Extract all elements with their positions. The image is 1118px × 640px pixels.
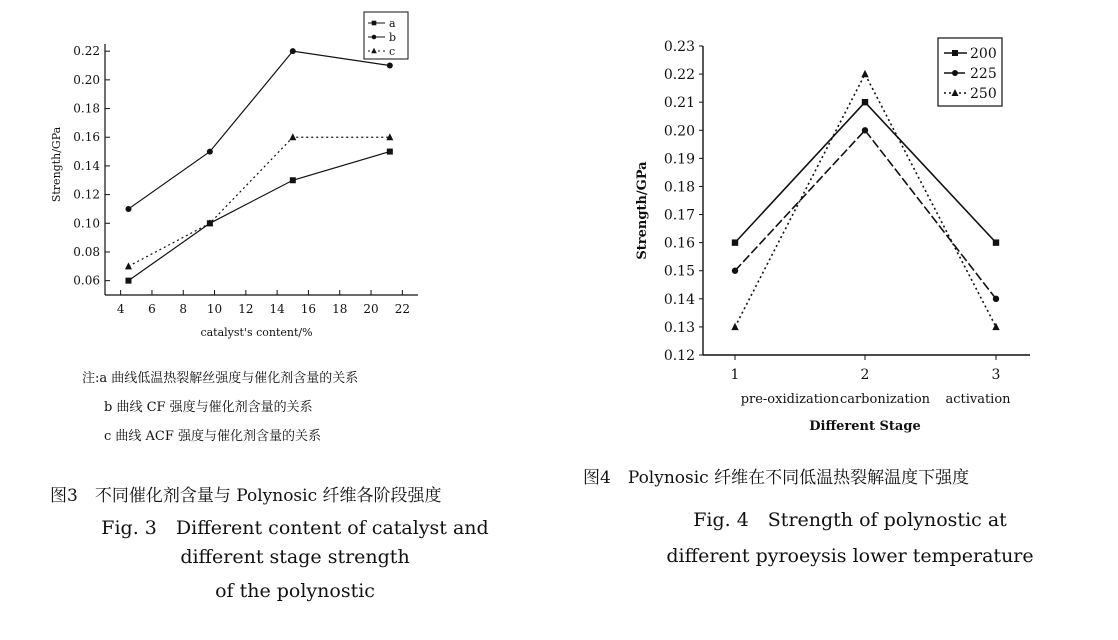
fig3-legend xyxy=(364,12,408,59)
fig3-y-axis-label: Strength/GPa xyxy=(50,126,63,203)
fig3-x-axis-label: catalyst's content/% xyxy=(200,326,313,339)
fig3-x-tick-label: 22 xyxy=(394,302,410,316)
fig4-legend-marker xyxy=(952,89,959,96)
fig4-category-label: activation xyxy=(945,392,1011,407)
fig3-y-tick-label: 0.06 xyxy=(73,273,100,288)
fig4-series-200-point xyxy=(732,239,738,245)
fig3-y-tick-label: 0.18 xyxy=(73,101,100,116)
fig4-legend-label-250: 250 xyxy=(970,86,997,102)
fig4-series-200-point xyxy=(862,99,868,105)
fig4-x-tick-label: 2 xyxy=(860,367,870,383)
fig4-series-225-point xyxy=(993,296,999,302)
fig3-note-a: 注:a 曲线低温热裂解丝强度与催化剂含量的关系 xyxy=(82,371,359,386)
fig3-y-tick-label: 0.14 xyxy=(73,158,100,173)
fig3-x-tick-label: 8 xyxy=(179,302,188,316)
fig3-note-c: c 曲线 ACF 强度与催化剂含量的关系 xyxy=(104,429,322,444)
fig3-legend-marker xyxy=(372,21,377,26)
fig3-x-tick-label: 20 xyxy=(363,302,379,316)
fig3-series-a-line xyxy=(128,152,389,281)
fig3-x-tick-label: 16 xyxy=(300,302,317,316)
fig4-category-label: carbonization xyxy=(839,392,931,407)
fig3-caption-en-line3: of the polynostic xyxy=(215,580,375,602)
fig3-y-tick-label: 0.10 xyxy=(73,216,100,231)
fig3-series-b-line xyxy=(128,51,389,209)
fig3-series-a-point xyxy=(125,278,131,284)
fig3-caption-cn: 图3 不同催化剂含量与 Polynosic 纤维各阶段强度 xyxy=(50,486,442,506)
fig4-y-tick-label: 0.14 xyxy=(663,291,695,308)
fig4-x-tick-label: 1 xyxy=(730,367,740,383)
fig4-y-tick-label: 0.21 xyxy=(663,95,695,112)
fig4-series-250-point xyxy=(731,323,738,330)
fig4-caption-en-line1: Fig. 4 Strength of polynostic at xyxy=(693,509,1007,531)
fig4-series-250-point xyxy=(992,323,999,330)
fig3-caption-en-line1: Fig. 3 Different content of catalyst and xyxy=(101,517,489,539)
fig4-y-tick-label: 0.16 xyxy=(663,235,695,252)
fig4-series-225-line xyxy=(735,130,996,299)
fig4-category-label: pre-oxidization xyxy=(740,392,840,407)
fig4-series-225-point xyxy=(862,127,868,133)
fig3-note-b: b 曲线 CF 强度与催化剂含量的关系 xyxy=(104,400,313,415)
fig3-y-tick-label: 0.16 xyxy=(73,130,100,145)
fig4-y-tick-label: 0.17 xyxy=(663,207,695,224)
fig4-legend-marker xyxy=(952,70,958,76)
fig4-y-tick-label: 0.18 xyxy=(663,179,695,196)
fig3-x-tick-label: 6 xyxy=(148,302,156,316)
fig4-series-200-line xyxy=(735,102,996,242)
fig3-y-tick-label: 0.12 xyxy=(73,187,100,202)
fig3-legend-label-b: b xyxy=(389,31,397,44)
fig4-y-tick-label: 0.23 xyxy=(663,39,695,55)
fig3-series-b-point xyxy=(125,206,131,212)
fig4-series-200-point xyxy=(993,239,999,245)
fig4-x-tick-label: 3 xyxy=(991,367,1001,383)
fig3-x-tick-label: 12 xyxy=(238,302,254,316)
fig3-series-c-line xyxy=(128,137,389,266)
fig3-legend-marker xyxy=(371,48,377,54)
fig3-x-tick-label: 18 xyxy=(332,302,348,316)
fig3-series-c-point xyxy=(289,133,296,140)
fig3-series-b-point xyxy=(207,149,213,155)
fig4-y-tick-label: 0.15 xyxy=(663,263,695,280)
fig3-series-a-point xyxy=(290,177,296,183)
chart-fig4 xyxy=(560,0,1118,450)
fig3-series-b-point xyxy=(387,63,393,69)
fig3-x-tick-label: 4 xyxy=(116,302,125,316)
fig4-series-225-point xyxy=(732,268,738,274)
fig4-caption-cn: 图4 Polynosic 纤维在不同低温热裂解温度下强度 xyxy=(583,468,970,488)
fig4-legend-marker xyxy=(952,50,958,56)
fig3-legend-label-a: a xyxy=(389,17,396,30)
fig4-y-axis-label: Strength/GPa xyxy=(635,161,650,260)
fig4-caption-en-line2: different pyroeysis lower temperature xyxy=(666,545,1034,567)
fig3-x-tick-label: 14 xyxy=(269,302,285,316)
fig3-y-tick-label: 0.08 xyxy=(73,244,100,259)
fig3-caption-en-line2: different stage strength xyxy=(180,546,410,568)
fig4-legend xyxy=(938,38,1002,106)
fig4-y-tick-label: 0.22 xyxy=(663,67,695,84)
fig3-y-tick-label: 0.22 xyxy=(73,44,100,59)
fig3-legend-box xyxy=(364,12,408,59)
fig4-y-tick-label: 0.12 xyxy=(663,348,695,364)
fig3-legend-label-c: c xyxy=(389,45,396,58)
fig3-series-c-point xyxy=(125,262,132,269)
fig4-y-tick-label: 0.13 xyxy=(663,319,695,336)
chart-fig3 xyxy=(0,0,560,360)
fig4-legend-label-200: 200 xyxy=(970,46,997,62)
fig4-y-tick-label: 0.20 xyxy=(663,123,695,140)
fig4-y-tick-label: 0.19 xyxy=(663,151,695,168)
fig3-series-a-point xyxy=(387,149,393,155)
fig3-series-b-point xyxy=(290,48,296,54)
fig4-x-axis-label: Different Stage xyxy=(809,419,921,434)
fig4-series-250-point xyxy=(861,70,868,77)
fig3-y-tick-label: 0.20 xyxy=(73,72,100,87)
fig4-legend-label-225: 225 xyxy=(970,66,997,82)
fig3-legend-marker xyxy=(372,35,377,40)
fig3-x-tick-label: 10 xyxy=(206,302,223,316)
